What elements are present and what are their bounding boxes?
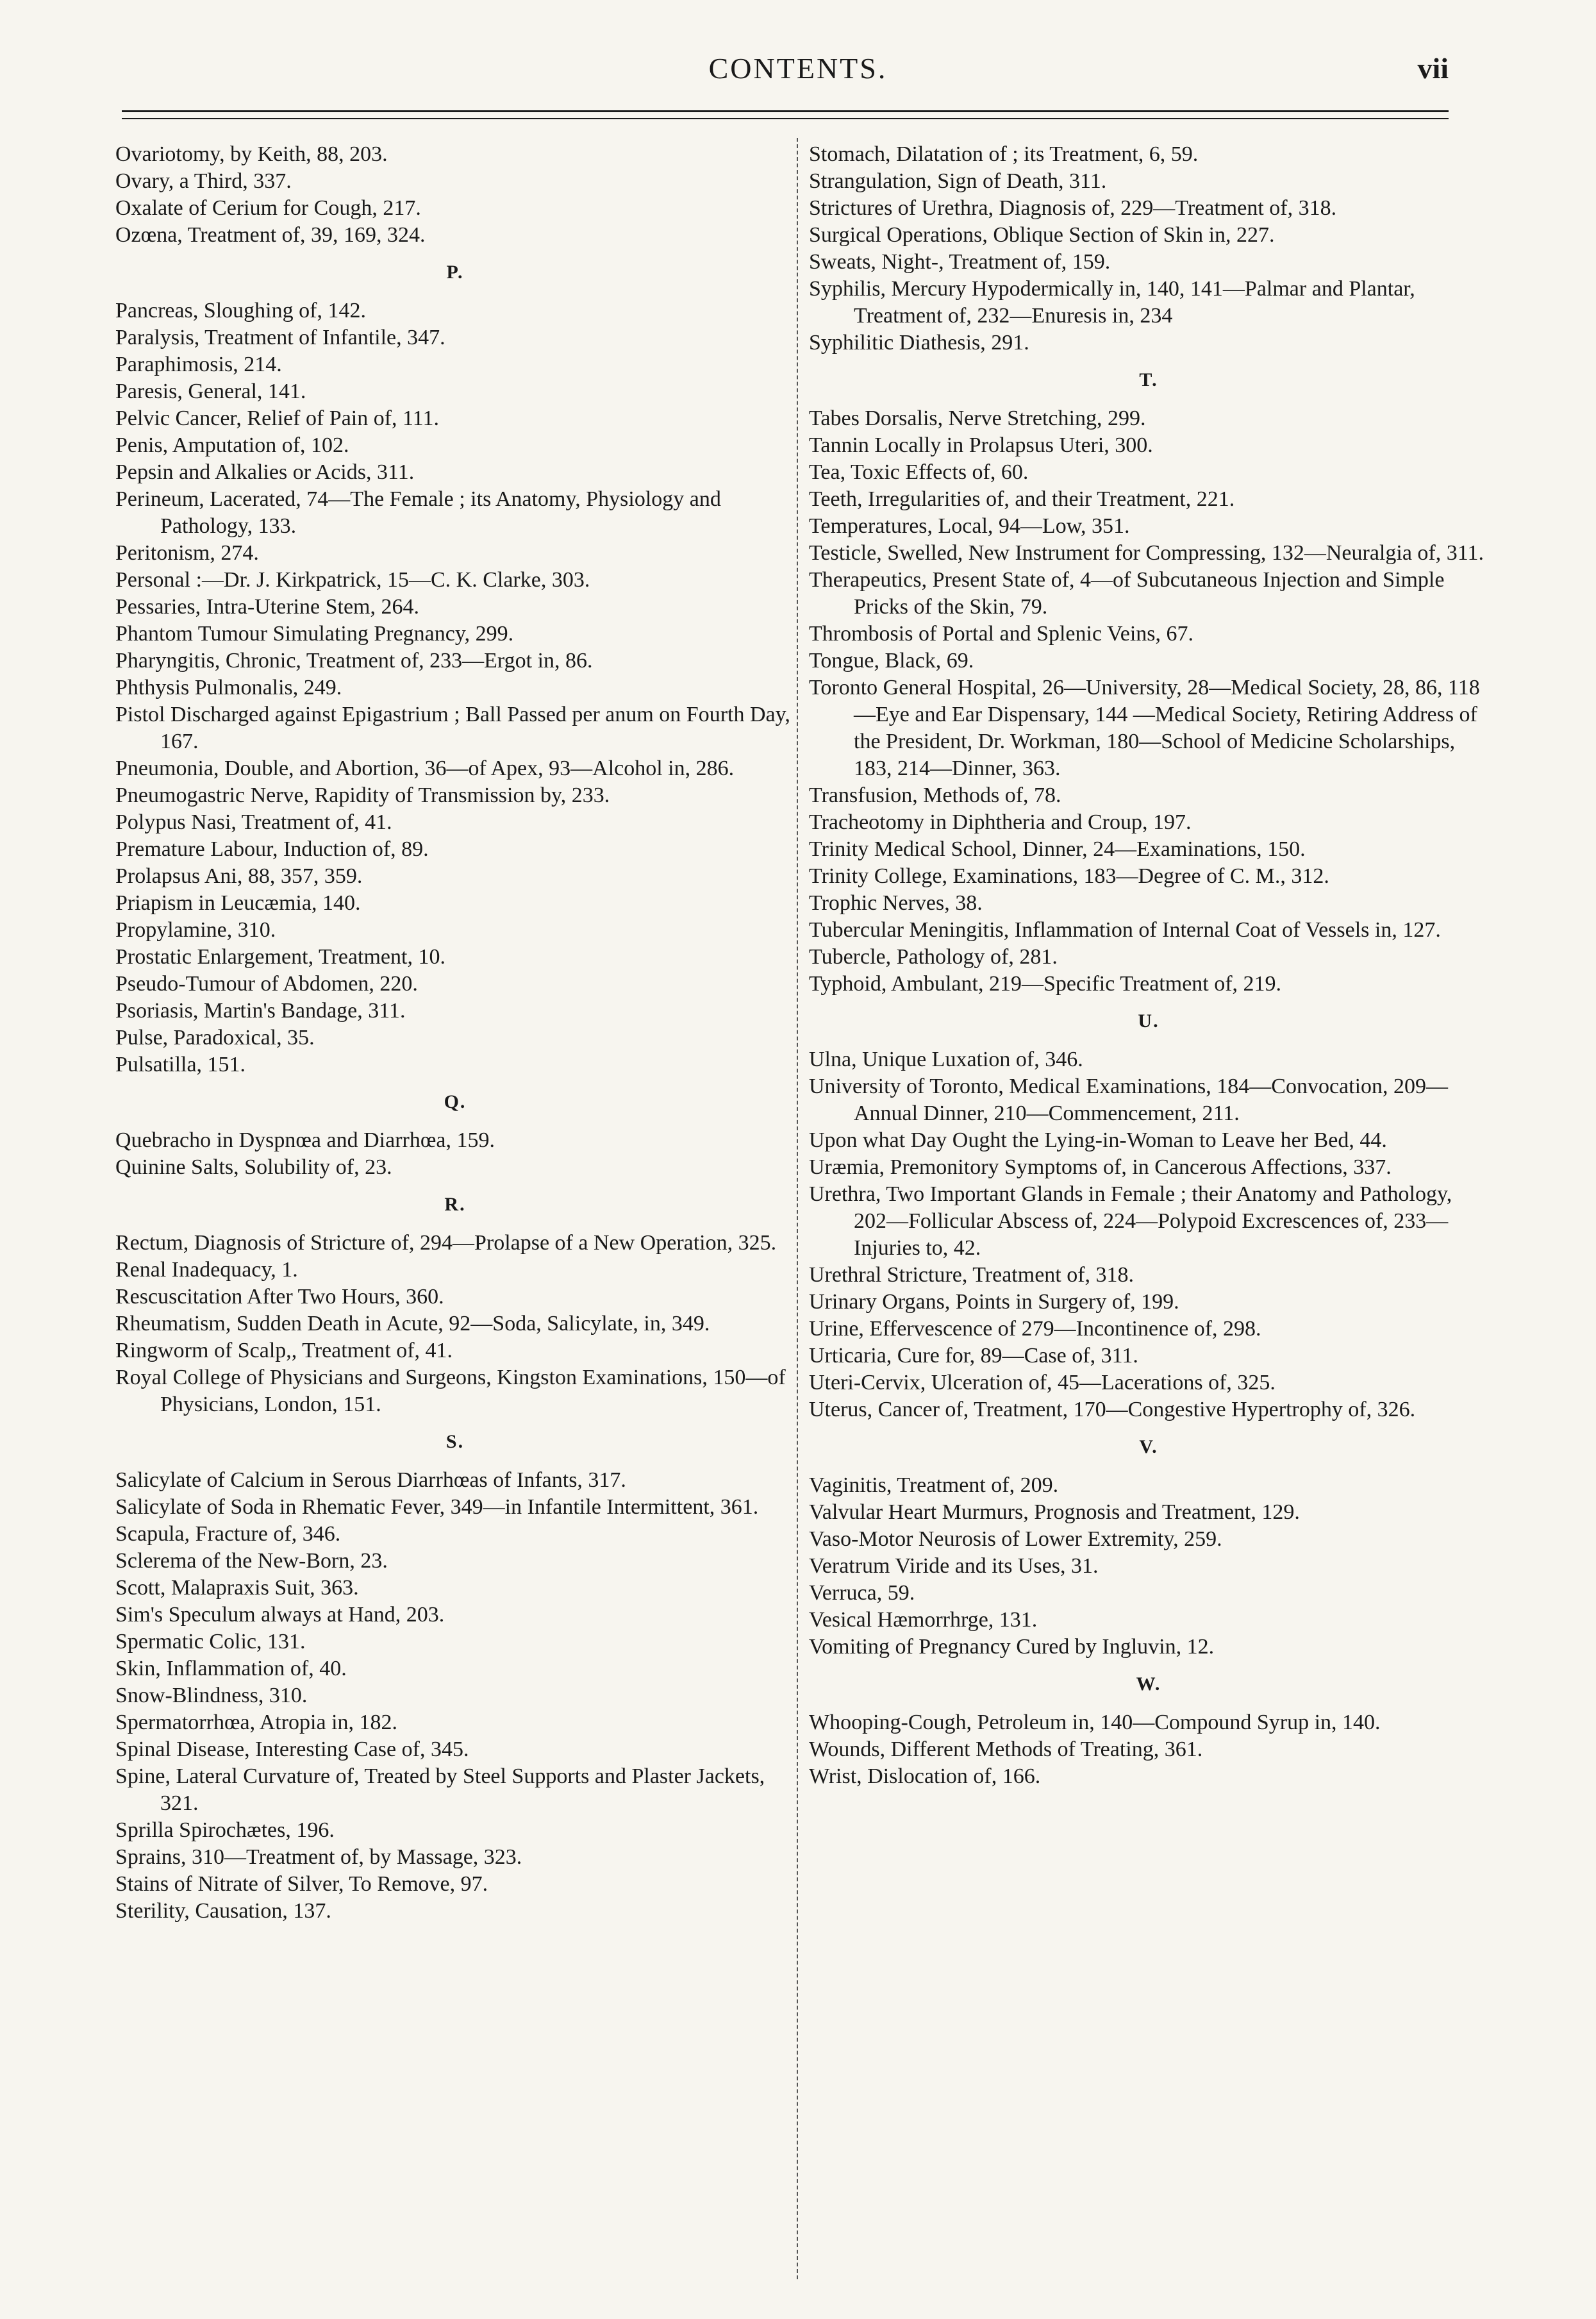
section-letter: V. — [1139, 1436, 1158, 1457]
section-letter: T. — [1139, 369, 1158, 390]
index-entry: Surgical Operations, Oblique Section of Skin in, 227. — [809, 223, 1275, 247]
index-entry: Prostatic Enlargement, Treatment, 10. — [115, 945, 445, 969]
index-entry: Paresis, General, 141. — [115, 380, 306, 403]
index-entry: Psoriasis, Martin's Bandage, 311. — [115, 999, 406, 1023]
page-header — [122, 45, 1474, 96]
index-entry: Strangulation, Sign of Death, 311. — [809, 169, 1107, 193]
index-entry: Wrist, Dislocation of, 166. — [809, 1764, 1041, 1788]
header-rule — [122, 110, 1449, 112]
index-entry: Pneumonia, Double, and Abortion, 36—of Apex, 93—Alcohol in, 286. — [115, 757, 735, 780]
index-entry: Polypus Nasi, Treatment of, 41. — [115, 810, 392, 834]
index-entry: Uræmia, Premonitory Symptoms of, in Cancerous Affections, 337. — [809, 1155, 1392, 1179]
index-entry: Quinine Salts, Solubility of, 23. — [115, 1155, 392, 1179]
index-entry: Tongue, Black, 69. — [809, 649, 974, 673]
index-entry: Propylamine, 310. — [115, 918, 276, 942]
index-entry: Ulna, Unique Luxation of, 346. — [809, 1048, 1083, 1071]
column-divider — [797, 138, 798, 2279]
index-entry: Quebracho in Dyspnœa and Diarrhœa, 159. — [115, 1128, 495, 1152]
index-entry: Thrombosis of Portal and Splenic Veins, 67. — [809, 622, 1193, 646]
index-entry: Tannin Locally in Prolapsus Uteri, 300. — [809, 433, 1153, 457]
index-entry: Stains of Nitrate of Silver, To Remove, 97. — [115, 1872, 488, 1896]
index-entry: Premature Labour, Induction of, 89. — [115, 837, 429, 861]
index-entry: Pulsatilla, 151. — [115, 1053, 246, 1076]
index-entry: Rescuscitation After Two Hours, 360. — [115, 1285, 444, 1309]
index-entry: Royal College of Physicians and Surgeons, Kingston Examinations, 150—of Physicians, London, 151. — [115, 1366, 786, 1416]
index-entry: Spermatorrhœa, Atropia in, 182. — [115, 1711, 398, 1734]
index-entry: Transfusion, Methods of, 78. — [809, 783, 1061, 807]
index-entry: Penis, Amputation of, 102. — [115, 433, 349, 457]
index-entry: Perineum, Lacerated, 74—The Female ; its Anatomy, Physiology and Pathology, 133. — [115, 487, 721, 538]
index-entry: Snow-Blindness, 310. — [115, 1684, 308, 1707]
index-entry: Upon what Day Ought the Lying-in-Woman to Leave her Bed, 44. — [809, 1128, 1387, 1152]
index-entry: Pepsin and Alkalies or Acids, 311. — [115, 460, 415, 484]
section-letter: U. — [1138, 1010, 1160, 1032]
index-entry: Vaginitis, Treatment of, 209. — [809, 1473, 1059, 1497]
index-entry: Sterility, Causation, 137. — [115, 1899, 331, 1923]
index-entry: Vesical Hæmorrhrge, 131. — [809, 1608, 1038, 1632]
index-entry: Personal :—Dr. J. Kirkpatrick, 15—C. K. Clarke, 303. — [115, 568, 590, 592]
index-entry: Pancreas, Sloughing of, 142. — [115, 299, 366, 322]
index-entry: Veratrum Viride and its Uses, 31. — [809, 1554, 1099, 1578]
index-entry: Skin, Inflammation of, 40. — [115, 1657, 347, 1680]
index-entry: Uteri-Cervix, Ulceration of, 45—Lacerations of, 325. — [809, 1371, 1276, 1394]
index-entry: Urine, Effervescence of 279—Incontinence of, 298. — [809, 1317, 1261, 1341]
index-entry: Toronto General Hospital, 26—University, 28—Medical Society, 28, 86, 118—Eye and Ear Dispensary, 144 —Medical Society, Retiring Address of the President, Dr. Workman, 180—School of Medicine Scholarships, 183, 214—Dinner, 363. — [809, 676, 1480, 780]
index-entry: Typhoid, Ambulant, 219—Specific Treatment of, 219. — [809, 972, 1282, 996]
page-number: vii — [1417, 52, 1449, 85]
index-entry: Trophic Nerves, 38. — [809, 891, 983, 915]
index-entry: Ringworm of Scalp,, Treatment of, 41. — [115, 1339, 453, 1362]
index-entry: Trinity College, Examinations, 183—Degree of C. M., 312. — [809, 864, 1329, 888]
index-entry: Strictures of Urethra, Diagnosis of, 229—Treatment of, 318. — [809, 196, 1337, 220]
index-entry: Phantom Tumour Simulating Pregnancy, 299. — [115, 622, 514, 646]
index-entry: Rectum, Diagnosis of Stricture of, 294—Prolapse of a New Operation, 325. — [115, 1231, 777, 1255]
index-entry: Teeth, Irregularities of, and their Treatment, 221. — [809, 487, 1235, 511]
section-letter: Q. — [444, 1091, 467, 1112]
index-entry: Salicylate of Calcium in Serous Diarrhœas of Infants, 317. — [115, 1468, 626, 1492]
index-entry: Spinal Disease, Interesting Case of, 345. — [115, 1737, 469, 1761]
index-entry: Pessaries, Intra-Uterine Stem, 264. — [115, 595, 419, 619]
index-entry: Phthysis Pulmonalis, 249. — [115, 676, 342, 699]
index-entry: Urethral Stricture, Treatment of, 318. — [809, 1263, 1135, 1287]
index-entry: Tubercle, Pathology of, 281. — [809, 945, 1058, 969]
index-entry: Paralysis, Treatment of Infantile, 347. — [115, 326, 445, 349]
index-entry: Tracheotomy in Diphtheria and Croup, 197. — [809, 810, 1192, 834]
index-entry: Paraphimosis, 214. — [115, 353, 282, 376]
section-letter: P. — [446, 262, 464, 283]
index-entry: Ozœna, Treatment of, 39, 169, 324. — [115, 223, 426, 247]
right-column — [809, 141, 1488, 1790]
index-entry: University of Toronto, Medical Examinations, 184—Convocation, 209—Annual Dinner, 210—Commencement, 211. — [809, 1075, 1449, 1125]
index-entry: Stomach, Dilatation of ; its Treatment, 6, 59. — [809, 142, 1199, 166]
index-entry: Verruca, 59. — [809, 1581, 915, 1605]
header-rule-secondary — [122, 118, 1449, 119]
index-entry: Temperatures, Local, 94—Low, 351. — [809, 514, 1130, 538]
index-entry: Vomiting of Pregnancy Cured by Ingluvin, 12. — [809, 1635, 1215, 1659]
section-letter: R. — [444, 1194, 466, 1215]
index-entry: Peritonism, 274. — [115, 541, 259, 565]
index-entry: Priapism in Leucæmia, 140. — [115, 891, 361, 915]
index-entry: Sprains, 310—Treatment of, by Massage, 323. — [115, 1845, 522, 1869]
index-entry: Rheumatism, Sudden Death in Acute, 92—Soda, Salicylate, in, 349. — [115, 1312, 710, 1335]
left-column — [115, 141, 795, 1925]
index-entry: Sprilla Spirochætes, 196. — [115, 1818, 335, 1842]
index-entry: Trinity Medical School, Dinner, 24—Examinations, 150. — [809, 837, 1306, 861]
index-entry: Pharyngitis, Chronic, Treatment of, 233—Ergot in, 86. — [115, 649, 593, 673]
index-entry: Scott, Malapraxis Suit, 363. — [115, 1576, 359, 1600]
index-entry: Wounds, Different Methods of Treating, 361. — [809, 1737, 1203, 1761]
index-entry: Salicylate of Soda in Rhematic Fever, 349—in Infantile Intermittent, 361. — [115, 1495, 759, 1519]
index-entry: Spine, Lateral Curvature of, Treated by Steel Supports and Plaster Jackets, 321. — [115, 1764, 765, 1815]
index-entry: Urinary Organs, Points in Surgery of, 199. — [809, 1290, 1179, 1314]
index-entry: Tubercular Meningitis, Inflammation of Internal Coat of Vessels in, 127. — [809, 918, 1441, 942]
index-entry: Scapula, Fracture of, 346. — [115, 1522, 341, 1546]
index-entry: Ovariotomy, by Keith, 88, 203. — [115, 142, 388, 166]
page-title: CONTENTS. — [708, 52, 888, 85]
index-entry: Pelvic Cancer, Relief of Pain of, 111. — [115, 406, 440, 430]
index-entry: Testicle, Swelled, New Instrument for Compressing, 132—Neuralgia of, 311. — [809, 541, 1484, 565]
index-entry: Sim's Speculum always at Hand, 203. — [115, 1603, 445, 1627]
index-entry: Sweats, Night-, Treatment of, 159. — [809, 250, 1111, 274]
index-entry: Syphilis, Mercury Hypodermically in, 140, 141—Palmar and Plantar, Treatment of, 232—Enuresis in, 234 — [809, 277, 1415, 328]
index-entry: Pseudo-Tumour of Abdomen, 220. — [115, 972, 418, 996]
index-entry: Tabes Dorsalis, Nerve Stretching, 299. — [809, 406, 1146, 430]
index-entry: Therapeutics, Present State of, 4—of Subcutaneous Injection and Simple Pricks of the Skin, 79. — [809, 568, 1445, 619]
index-entry: Spermatic Colic, 131. — [115, 1630, 306, 1653]
index-entry: Ovary, a Third, 337. — [115, 169, 292, 193]
index-entry: Valvular Heart Murmurs, Prognosis and Treatment, 129. — [809, 1500, 1300, 1524]
index-entry: Pneumogastric Nerve, Rapidity of Transmission by, 233. — [115, 783, 610, 807]
index-entry: Sclerema of the New-Born, 23. — [115, 1549, 388, 1573]
index-entry: Syphilitic Diathesis, 291. — [809, 331, 1029, 355]
section-letter: S. — [445, 1431, 465, 1452]
index-entry: Oxalate of Cerium for Cough, 217. — [115, 196, 421, 220]
section-letter: W. — [1136, 1673, 1161, 1695]
index-entry: Urethra, Two Important Glands in Female ; their Anatomy and Pathology, 202—Follicular Abscess of, 224—Polypoid Excrescences of, 233—Injuries to, 42. — [809, 1182, 1452, 1260]
index-entry: Pulse, Paradoxical, 35. — [115, 1026, 315, 1050]
index-entry: Whooping-Cough, Petroleum in, 140—Compound Syrup in, 140. — [809, 1711, 1381, 1734]
index-entry: Tea, Toxic Effects of, 60. — [809, 460, 1029, 484]
index-entry: Vaso-Motor Neurosis of Lower Extremity, 259. — [809, 1527, 1222, 1551]
index-entry: Renal Inadequacy, 1. — [115, 1258, 298, 1282]
index-entry: Pistol Discharged against Epigastrium ; Ball Passed per anum on Fourth Day, 167. — [115, 703, 790, 753]
index-entry: Uterus, Cancer of, Treatment, 170—Congestive Hypertrophy of, 326. — [809, 1398, 1416, 1421]
index-entry: Prolapsus Ani, 88, 357, 359. — [115, 864, 363, 888]
index-entry: Urticaria, Cure for, 89—Case of, 311. — [809, 1344, 1138, 1368]
